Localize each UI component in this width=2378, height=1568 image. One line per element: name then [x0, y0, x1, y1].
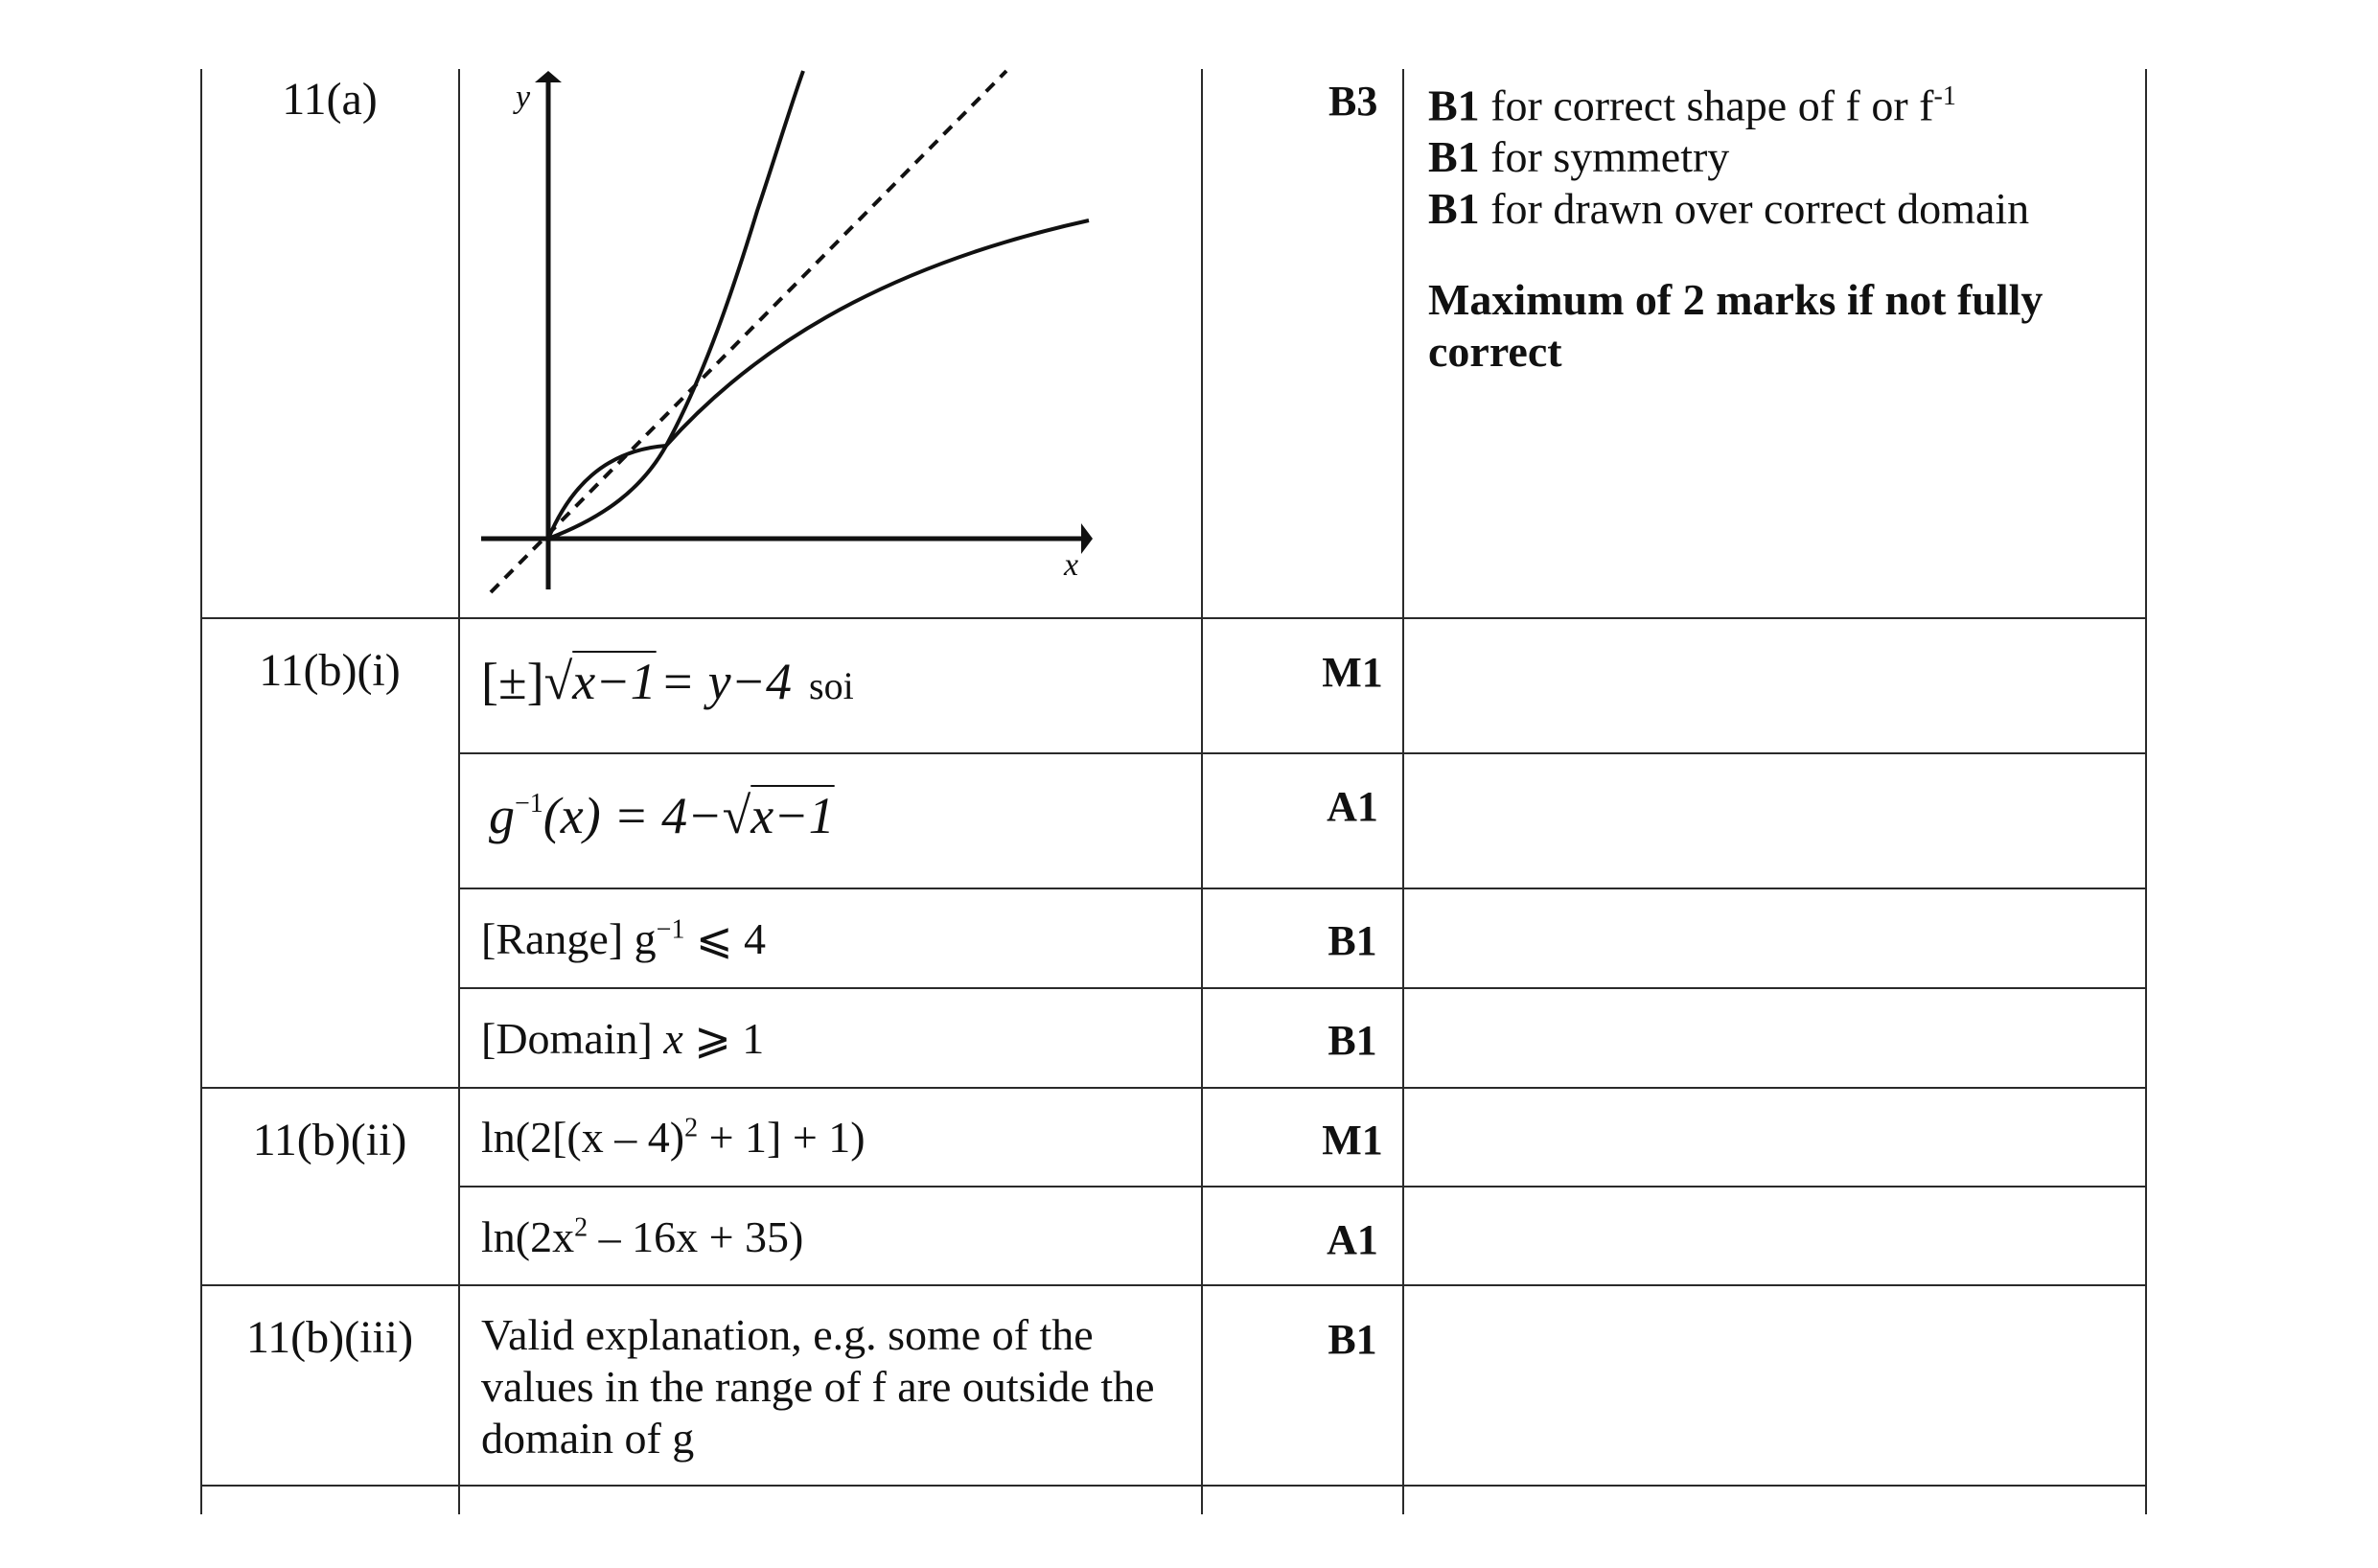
question-label-11a: 11(a)	[282, 74, 378, 125]
answer-11bii-1: ln(2[(x – 4)$^2$ + 1] + 1)	[481, 1113, 866, 1162]
guidance-line-1: B1 for correct shape of f or $f^{-1}$	[1428, 81, 1956, 130]
row-divider-11bii	[200, 1284, 2147, 1286]
row-divider-11a	[200, 617, 2147, 619]
answer-11biii-line-3: domain of g	[481, 1414, 695, 1463]
row-divider-11bi	[200, 1087, 2147, 1089]
mark-11bii-1: M1	[1322, 1117, 1383, 1164]
answer-11bi-1: [±]√x−1= y−4 soi	[481, 653, 854, 710]
graph-y-axis-label: y	[516, 80, 531, 115]
table-divider-answer	[1201, 69, 1203, 1514]
mark-11biii: B1	[1328, 1316, 1377, 1363]
row-divider-11bii-1	[458, 1186, 2147, 1188]
mark-11a: B3	[1328, 78, 1378, 125]
graph-x-axis-label: x	[1064, 547, 1079, 583]
guidance-note-11a: Maximum of 2 marks if not fully correct	[1428, 275, 2043, 376]
guidance-line-2: B1 for symmetry	[1428, 132, 1730, 182]
answer-11bi-2: $g^{-1}(x) = 4-√x-1$	[489, 787, 835, 844]
mark-11bii-2: A1	[1327, 1216, 1378, 1263]
row-divider-11biii	[200, 1485, 2147, 1487]
row-divider-11bi-3	[458, 987, 2147, 989]
guidance-11a	[1428, 71, 2029, 235]
table-border-right	[2145, 69, 2147, 1514]
graph-x-axis-arrow	[1081, 523, 1093, 554]
table-border-left	[200, 69, 202, 1514]
table-divider-question	[458, 69, 460, 1514]
question-label-11biii: 11(b)(iii)	[245, 1312, 414, 1363]
mark-11bi-4: B1	[1328, 1017, 1377, 1064]
row-divider-11bi-2	[458, 888, 2147, 889]
answer-11bi-3: [Range] $g^{-1}$ ⩽ 4	[481, 914, 766, 963]
answer-11biii-line-1: Valid explanation, e.g. some of the	[481, 1310, 1094, 1359]
question-label-11bii: 11(b)(ii)	[252, 1115, 407, 1165]
answer-11bi-4: [Domain] x ⩾ 1	[481, 1014, 765, 1063]
mark-11bi-2: A1	[1327, 783, 1378, 830]
question-label-11bi: 11(b)(i)	[259, 645, 401, 696]
answer-11biii-line-2: values in the range of f are outside the	[481, 1362, 1155, 1411]
mark-11bi-3: B1	[1328, 917, 1377, 964]
mark-11bi-1: M1	[1322, 649, 1383, 696]
graph-y-axis-arrow	[535, 71, 562, 82]
graph-11a	[470, 67, 1121, 604]
graph-curve-f	[548, 71, 803, 539]
guidance-line-3: B1 for drawn over correct domain	[1428, 184, 2030, 234]
answer-11biii	[481, 1309, 1155, 1464]
answer-11bii-2: $\ln(2x^2 - 16x + 35)$	[481, 1212, 804, 1261]
row-divider-11bi-1	[458, 752, 2147, 754]
graph-line-y-equals-x	[491, 71, 1006, 592]
